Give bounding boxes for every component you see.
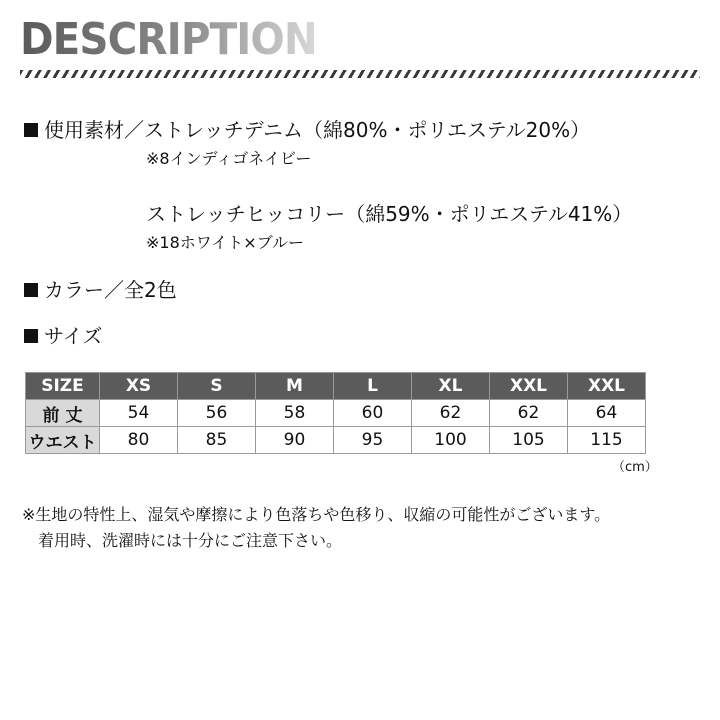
care-note-line-2: 着用時、洗濯時には十分にご注意下さい。 — [38, 531, 343, 550]
table-cell: 56 — [178, 400, 256, 427]
table-cell: 64 — [568, 400, 646, 427]
size-header-cell: XL — [412, 373, 490, 400]
square-bullet-icon — [24, 123, 38, 137]
table-cell: 90 — [256, 427, 334, 454]
size-header-cell: L — [334, 373, 412, 400]
table-cell: 54 — [100, 400, 178, 427]
table-cell: 60 — [334, 400, 412, 427]
table-cell: 85 — [178, 427, 256, 454]
material-line — [24, 114, 590, 143]
page-heading: DESCRIPTION — [20, 14, 317, 65]
size-heading-text: サイズ — [44, 324, 103, 348]
size-header-cell: XXL — [490, 373, 568, 400]
size-table — [25, 372, 646, 454]
table-cell: 62 — [490, 400, 568, 427]
table-cell: 95 — [334, 427, 412, 454]
size-heading-line — [24, 320, 102, 349]
table-cell: 105 — [490, 427, 568, 454]
row-label: ウエスト — [26, 427, 100, 454]
table-cell: 80 — [100, 427, 178, 454]
unit-label: （cm） — [612, 460, 658, 475]
color-text: カラー／全2色 — [44, 278, 177, 302]
row-label: 前 丈 — [26, 400, 100, 427]
square-bullet-icon — [24, 283, 38, 297]
color-line — [24, 274, 177, 303]
size-header-cell: S — [178, 373, 256, 400]
table-cell: 100 — [412, 427, 490, 454]
size-header-cell: XXL — [568, 373, 646, 400]
material-note-2: ※18ホワイト×ブルー — [146, 233, 305, 252]
table-row — [26, 427, 646, 454]
size-header-label: SIZE — [26, 373, 100, 400]
size-header-row — [26, 373, 646, 400]
care-note-line-1: ※生地の特性上、湿気や摩擦により色落ちや色移り、収縮の可能性がございます。 — [22, 505, 611, 524]
material-text: 使用素材／ストレッチデニム（綿80%・ポリエステル20%） — [44, 118, 591, 142]
heading-stripe-divider — [20, 70, 700, 78]
material-note-1: ※8インディゴネイビー — [146, 149, 312, 168]
square-bullet-icon — [24, 329, 38, 343]
table-cell: 62 — [412, 400, 490, 427]
table-row — [26, 400, 646, 427]
table-cell: 115 — [568, 427, 646, 454]
size-header-cell: XS — [100, 373, 178, 400]
size-header-cell: M — [256, 373, 334, 400]
material-line-2: ストレッチヒッコリー（綿59%・ポリエステル41%） — [146, 202, 633, 226]
table-cell: 58 — [256, 400, 334, 427]
